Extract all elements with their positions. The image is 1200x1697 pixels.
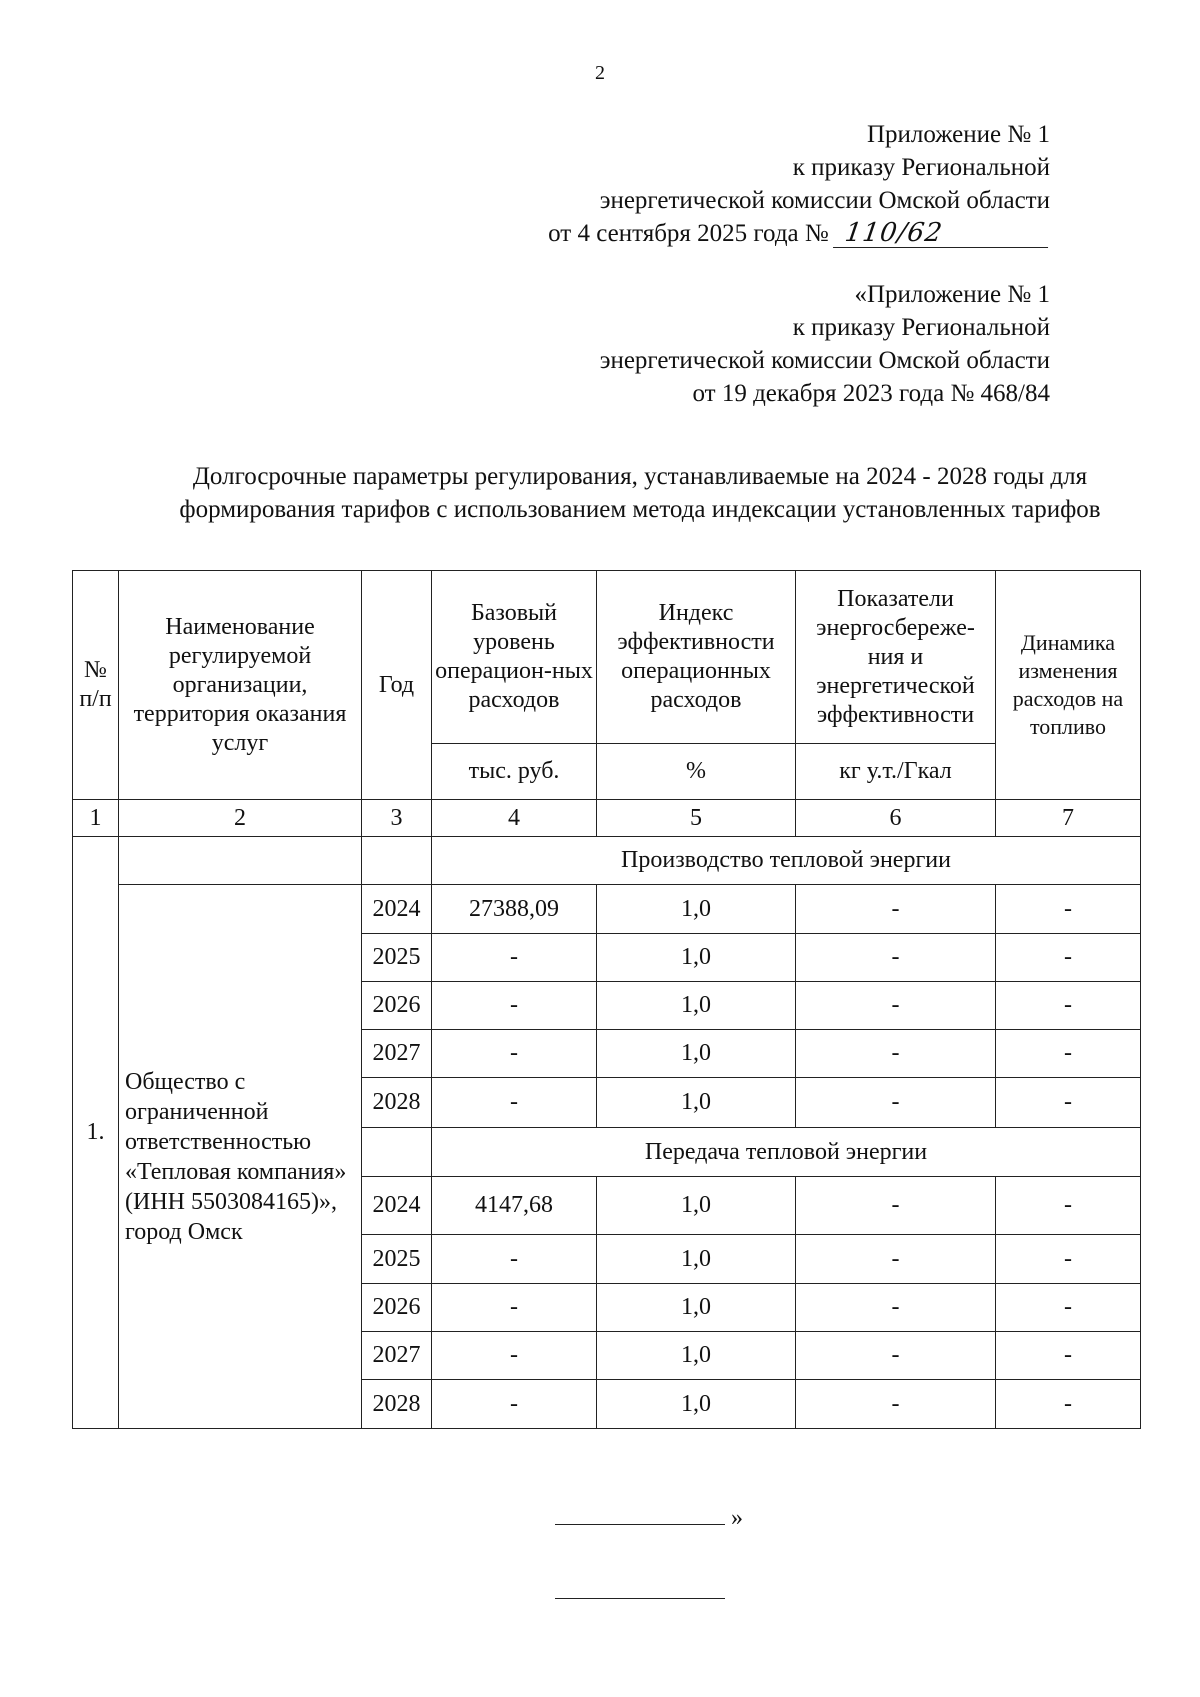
cell-fuel: - <box>996 1380 1141 1429</box>
unit-energy: кг у.т./Гкал <box>796 744 996 800</box>
col-number: 3 <box>362 800 432 837</box>
cell-energy: - <box>796 885 996 934</box>
cell-index: 1,0 <box>597 982 796 1030</box>
cell-year: 2028 <box>362 1380 432 1429</box>
empty-cell <box>362 1128 432 1177</box>
appendix-previous <box>600 278 1050 410</box>
appendix-line: Приложение № 1 <box>866 121 1050 148</box>
cell-index: 1,0 <box>597 1030 796 1078</box>
organization-name: Общество с ограниченной ответственностью «Тепловая компания» (ИНН 5503084165)», город Омск <box>119 885 362 1429</box>
cell-base: - <box>432 1078 597 1128</box>
unit-base: тыс. руб. <box>432 744 597 800</box>
cell-year: 2025 <box>362 934 432 982</box>
cell-energy: - <box>796 982 996 1030</box>
appendix-line: «Приложение № 1 <box>854 281 1050 308</box>
cell-year: 2027 <box>362 1030 432 1078</box>
order-date: от 4 сентября 2025 года <box>548 220 799 247</box>
cell-index: 1,0 <box>597 1284 796 1332</box>
cell-base: - <box>432 982 597 1030</box>
cell-base: - <box>432 1030 597 1078</box>
empty-cell <box>362 837 432 885</box>
handwritten-order-number: 110/62 <box>833 219 1052 248</box>
cell-fuel: - <box>996 1235 1141 1284</box>
cell-index: 1,0 <box>597 1332 796 1380</box>
unit-index: % <box>597 744 796 800</box>
cell-year: 2028 <box>362 1078 432 1128</box>
cell-fuel: - <box>996 1177 1141 1235</box>
cell-year: 2027 <box>362 1332 432 1380</box>
cell-year: 2025 <box>362 1235 432 1284</box>
cell-base: 4147,68 <box>432 1177 597 1235</box>
cell-energy: - <box>796 1284 996 1332</box>
order-date-line <box>548 217 1050 250</box>
cell-index: 1,0 <box>597 1380 796 1429</box>
closing-quote: » <box>731 1505 743 1531</box>
cell-energy: - <box>796 1235 996 1284</box>
col-number: 5 <box>597 800 796 837</box>
cell-energy: - <box>796 1030 996 1078</box>
appendix-line: к приказу Региональной <box>792 314 1050 341</box>
header-fuel: Динамика изменения расходов на топливо <box>996 571 1141 800</box>
header-base: Базовый уровень операцион-ных расходов <box>432 571 597 744</box>
cell-energy: - <box>796 1380 996 1429</box>
appendix-current <box>548 118 1050 250</box>
cell-energy: - <box>796 1078 996 1128</box>
parameters-table <box>72 570 1141 1429</box>
cell-base: - <box>432 1380 597 1429</box>
col-number: 7 <box>996 800 1141 837</box>
cell-fuel: - <box>996 1030 1141 1078</box>
cell-year: 2026 <box>362 982 432 1030</box>
section-title-transmission: Передача тепловой энергии <box>432 1128 1141 1177</box>
number-label: № <box>804 220 829 247</box>
header-org: Наименование регулируемой организации, территория оказания услуг <box>119 571 362 800</box>
cell-fuel: - <box>996 885 1141 934</box>
cell-base: - <box>432 1235 597 1284</box>
col-number: 6 <box>796 800 996 837</box>
col-number: 4 <box>432 800 597 837</box>
header-year: Год <box>362 571 432 800</box>
cell-index: 1,0 <box>597 885 796 934</box>
col-number: 2 <box>119 800 362 837</box>
appendix-line: энергетической комиссии Омской области <box>599 347 1050 374</box>
cell-index: 1,0 <box>597 1177 796 1235</box>
cell-index: 1,0 <box>597 1235 796 1284</box>
section-row <box>73 837 1141 885</box>
cell-fuel: - <box>996 1332 1141 1380</box>
closing-line <box>555 1524 725 1525</box>
appendix-line: от 19 декабря 2023 года № 468/84 <box>692 380 1050 407</box>
row-number: 1. <box>73 837 119 1429</box>
cell-base: - <box>432 1332 597 1380</box>
cell-energy: - <box>796 934 996 982</box>
section-title-production: Производство тепловой энергии <box>432 837 1141 885</box>
cell-fuel: - <box>996 1284 1141 1332</box>
cell-energy: - <box>796 1177 996 1235</box>
closing-mark <box>555 1505 743 1532</box>
column-numbers-row <box>73 800 1141 837</box>
cell-index: 1,0 <box>597 934 796 982</box>
appendix-line: к приказу Региональной <box>792 154 1050 181</box>
appendix-line: энергетической комиссии Омской области <box>599 187 1050 214</box>
cell-year: 2024 <box>362 1177 432 1235</box>
cell-energy: - <box>796 1332 996 1380</box>
cell-fuel: - <box>996 934 1141 982</box>
cell-year: 2024 <box>362 885 432 934</box>
header-index: Индекс эффективности операционных расходов <box>597 571 796 744</box>
end-line <box>555 1598 725 1599</box>
cell-year: 2026 <box>362 1284 432 1332</box>
cell-index: 1,0 <box>597 1078 796 1128</box>
table-row <box>73 885 1141 934</box>
header-num: № п/п <box>73 571 119 800</box>
col-number: 1 <box>73 800 119 837</box>
cell-base: - <box>432 1284 597 1332</box>
empty-cell <box>119 837 362 885</box>
page-number: 2 <box>595 62 605 84</box>
cell-fuel: - <box>996 982 1141 1030</box>
cell-base: - <box>432 934 597 982</box>
cell-base: 27388,09 <box>432 885 597 934</box>
document-title: Долгосрочные параметры регулирования, устанавливаемые на 2024 - 2028 годы для формирования тарифов с использованием метода индексации установленных тарифов <box>179 463 1101 523</box>
cell-fuel: - <box>996 1078 1141 1128</box>
header-energy: Показатели энергосбереже-ния и энергетической эффективности <box>796 571 996 744</box>
